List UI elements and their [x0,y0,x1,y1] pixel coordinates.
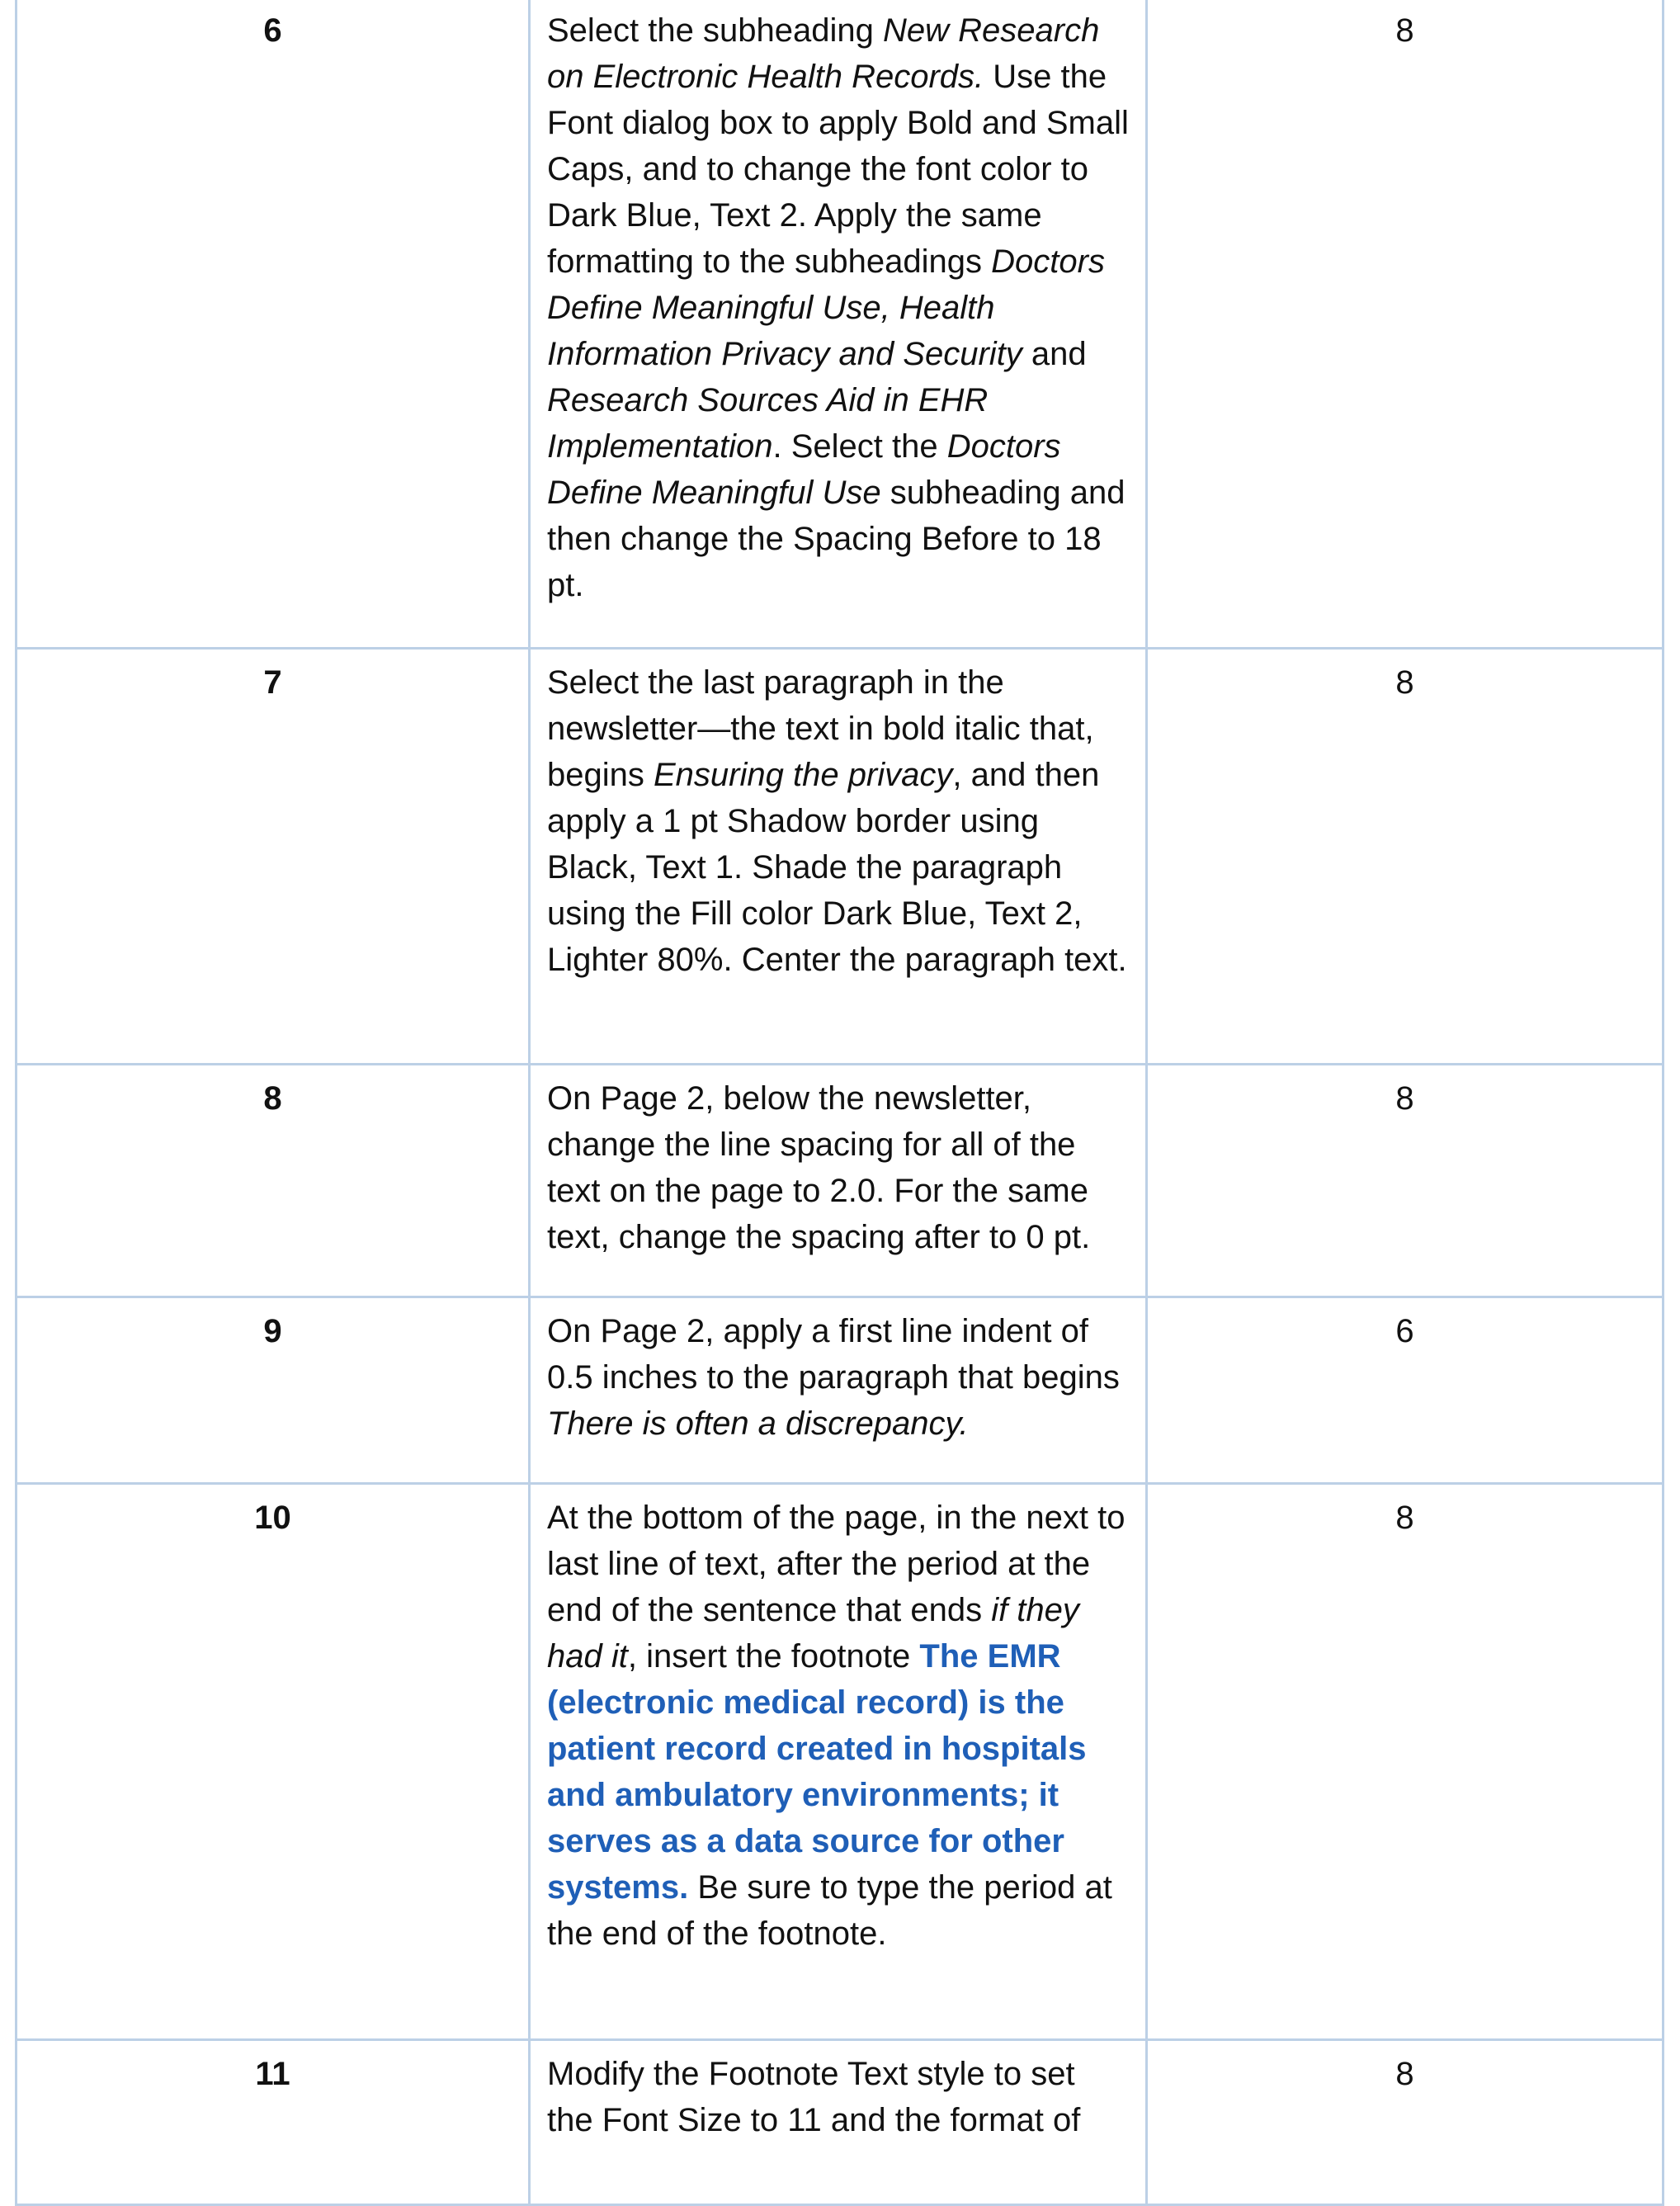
instruction-text [530,1484,1147,2040]
table-row [17,1065,1663,1297]
instruction-segment: Use the Font dialog box to apply Bold and Small Caps, and to change the font color to Dark Blue, Text 2. Apply the same formatting to the subheadings [547,59,1129,280]
italic-text: Research Sources Aid in EHR Implementation [547,382,989,465]
step-number: 6 [17,0,530,649]
instruction-segment: , and then apply a 1 pt Shadow border using Black, Text 1. Shade the paragraph using the Fill color Dark Blue, Text 2, Lighter 80%. Center the paragraph text. [547,757,1127,978]
italic-text: Doctors Define Meaningful Use, Health Information Privacy and Security [547,243,1105,372]
step-number: 7 [17,649,530,1065]
instruction-segment: Modify the Footnote Text style to set the Font Size to 11 and the format of [547,2056,1081,2138]
step-number: 9 [17,1297,530,1484]
table-row [17,2040,1663,2205]
italic-text: There is often a discrepancy. [547,1405,969,1442]
instruction-text [530,649,1147,1065]
instructions-table [15,0,1664,2206]
step-number: 8 [17,1065,530,1297]
italic-text: Doctors Define Meaningful Use [547,428,1061,511]
instruction-segment: Be sure to type the period at the end of the footnote. [547,1869,1112,1952]
instruction-segment: Select the subheading [547,12,883,49]
instruction-segment: and [1022,336,1087,372]
italic-text: if they had it [547,1592,1079,1675]
instruction-segment: Select the last paragraph in the newsletter—the text in bold italic that, begins [547,664,1094,793]
points-value: 8 [1147,649,1663,1065]
points-value: 8 [1147,2040,1663,2205]
table-row [17,649,1663,1065]
italic-text: Ensuring the privacy [653,757,953,793]
table-row [17,1484,1663,2040]
table-row [17,0,1663,649]
instruction-segment: On Page 2, below the newsletter, change the line spacing for all of the text on the page to 2.0. For the same text, change the spacing after to 0 pt. [547,1080,1091,1255]
instruction-text [530,1297,1147,1484]
points-value: 8 [1147,1065,1663,1297]
step-number: 10 [17,1484,530,2040]
step-number: 11 [17,2040,530,2205]
instruction-segment: subheading and then change the Spacing Before to 18 pt. [547,475,1126,603]
instruction-text [530,0,1147,649]
instruction-segment: . Select the [772,428,947,465]
instruction-text [530,1065,1147,1297]
italic-text: New Research on Electronic Health Records. [547,12,1100,95]
instruction-segment: , insert the footnote [627,1638,920,1675]
instruction-segment: On Page 2, apply a first line indent of 0.5 inches to the paragraph that begins [547,1313,1120,1396]
table-row [17,1297,1663,1484]
instruction-text [530,2040,1147,2205]
points-value: 8 [1147,1484,1663,2040]
points-value: 6 [1147,1297,1663,1484]
points-value: 8 [1147,0,1663,649]
highlighted-footnote-text: The EMR (electronic medical record) is the patient record created in hospitals and ambulatory environments; it serves as a data source for other systems. [547,1638,1087,1906]
instruction-segment: At the bottom of the page, in the next to last line of text, after the period at the end of the sentence that ends [547,1500,1126,1628]
